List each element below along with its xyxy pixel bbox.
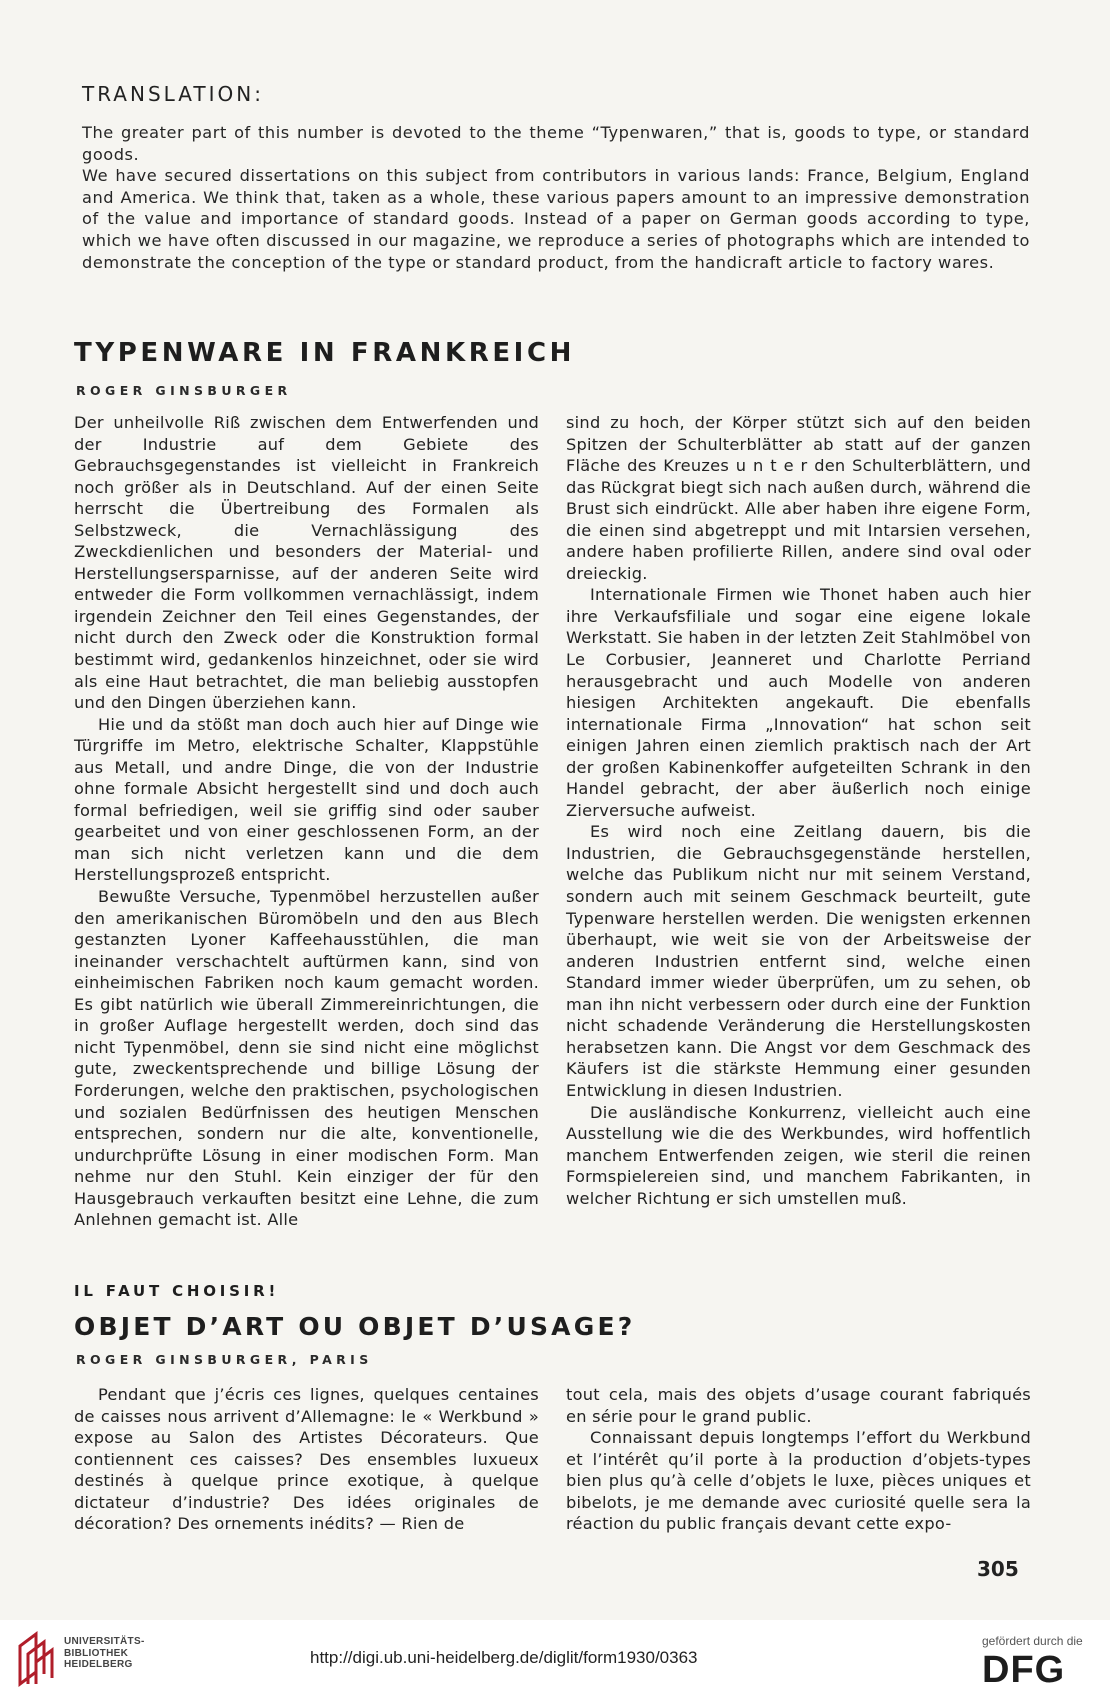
article-author: ROGER GINSBURGER, PARIS <box>76 1352 373 1367</box>
article-column-left <box>74 412 539 1231</box>
paragraph: Bewußte Versuche, Typenmöbel herzustellen außer den amerikanischen Büromöbeln und den aus Blech gestanzten Lyoner Kaffeehausstühlen, die man ineinander verschachtelt auftürmen kann, sind von einheimischen Fabriken noch kaum gemacht worden. Es gibt natürlich wie überall Zimmereinrichtungen, die in großer Auflage hergestellt werden, doch sind das nicht Typenmöbel, denn sie sind nicht eine möglichst gute, zweckentsprechende und billige Lösung der Forderungen, welche den praktischen, psychologischen und sozialen Bedürfnissen des heutigen Menschen entsprechen, sondern nur die alte, konventionelle, undurchprüfte Lösung in einer modischen Form. Man nehme nur den Stuhl. Kein einziger der für den Hausgebrauch verkauften besitzt eine Lehne, die zum Anlehnen gemacht ist. Alle <box>74 887 539 1230</box>
article-title: OBJET D’ART OU OBJET D’USAGE? <box>74 1312 636 1341</box>
library-logo-icon <box>14 1628 56 1692</box>
viewer-footer <box>0 1620 1110 1706</box>
article-column-left <box>74 1384 539 1535</box>
translation-paragraph: The greater part of this number is devoted to the theme “Typenwaren,” that is, goods to type, or standard goods. <box>82 123 1030 164</box>
paragraph: Hie und da stößt man doch auch hier auf Dinge wie Türgriffe im Metro, elektrische Schalter, Klappstühle aus Metall, und andre Dinge, die von der Industrie ohne formale Absicht hergestellt sind und doch auch formal befriedigen, weil sie griffig sind oder sauber gearbeitet und von einer geschlossenen Form, an der man sich nicht verletzen kann und die dem Herstellungsprozeß entspricht. <box>74 714 539 885</box>
paragraph: tout cela, mais des objets d’usage courant fabriqués en série pour le grand public. <box>566 1385 1031 1426</box>
translation-heading: TRANSLATION: <box>82 82 264 106</box>
paragraph: Connaissant depuis longtemps l’effort du Werkbund et l’intérêt qu’il porte à la production d’objets-types bien plus qu’à celle d’objets le luxe, pièces uniques et bibelots, je me demande avec curiosité quelle sera la réaction du public français devant cette expo- <box>566 1428 1031 1534</box>
page-number: 305 <box>977 1557 1019 1581</box>
article-column-right <box>566 1384 1031 1535</box>
article-title: TYPENWARE IN FRANKREICH <box>74 338 575 368</box>
article-author: ROGER GINSBURGER <box>76 383 292 398</box>
library-name: UNIVERSITÄTS- BIBLIOTHEK HEIDELBERG <box>64 1636 145 1670</box>
dfg-logo: DFG <box>982 1649 1066 1691</box>
paragraph: Pendant que j’écris ces lignes, quelques centaines de caisses nous arrivent d’Allemagne: le « Werkbund » expose au Salon des Artistes Décorateurs. Que contiennent ces caisses? Des ensembles luxueux destinés à quelque prince exotique, à quelque dictateur d’industrie? Des idées originales de décoration? Des ornements inédits? — Rien de <box>74 1385 539 1534</box>
paragraph: Internationale Firmen wie Thonet haben auch hier ihre Verkaufsfiliale und sogar eine eigene lokale Werkstatt. Sie haben in der letzten Zeit Stahlmöbel von Le Corbusier, Jeanneret und Charlotte Perriand herausgebracht und auch Modelle von anderen hiesigen Architekten angekauft. Die ebenfalls internationale Firma „Innovation“ hat schon seit einigen Jahren einen ziemlich praktisch nach der Art der großen Kabinenkoffer aufgeteilten Schrank in den Handel gebracht, der aber äußerlich noch einige Zierversuche aufweist. <box>566 585 1031 820</box>
article-kicker: IL FAUT CHOISIR! <box>74 1282 280 1300</box>
article-column-right <box>566 412 1031 1209</box>
translation-paragraph: We have secured dissertations on this subject from contributors in various lands: France, Belgium, England and America. We think that, taken as a whole, these various papers amount to an impressive demonstration of the value and importance of standard goods. Instead of a paper on German goods according to type, which we have often discussed in our magazine, we reproduce a series of photographs which are intended to demonstrate the conception of the type or standard product, from the handicraft article to factory wares. <box>82 166 1030 272</box>
paragraph: Der unheilvolle Riß zwischen dem Entwerfenden und der Industrie auf dem Gebiete des Gebrauchsgegenstandes ist vielleicht in Frankreich noch größer als in Deutschland. Auf der einen Seite herrscht die Übertreibung des Formalen als Selbstzweck, die Vernachlässigung des Zweckdienlichen und besonders der Material- und Herstellungsersparnisse, auf der anderen Seite wird entweder die Form vollkommen vernachlässigt, indem irgendein Zeichner den Teil eines Gegenstandes, der nicht durch den Zweck oder die Konstruktion formal bestimmt wird, gedankenlos hinzeichnet, oder sie wird als eine Haut betrachtet, die man beliebig ausstopfen und den Dingen überziehen kann. <box>74 413 539 713</box>
paragraph: Die ausländische Konkurrenz, vielleicht auch eine Ausstellung wie die des Werkbundes, wird hoffentlich manchem Entwerfenden zeigen, wie steril die reinen Formspielereien sind, und manchem Fabrikanten, in welcher Richtung er sich umstellen muß. <box>566 1102 1031 1208</box>
permalink-url[interactable]: http://digi.ub.uni-heidelberg.de/diglit/form1930/0363 <box>310 1648 698 1667</box>
translation-body <box>82 122 1030 273</box>
paragraph: sind zu hoch, der Körper stützt sich auf den beiden Spitzen der Schulterblätter ab statt auf der ganzen Fläche des Kreuzes u n t e r den Schulterblättern, und das Rückgrat biegt sich nach außen durch, während die Brust sich eindrückt. Alle aber haben ihre eigene Form, die einen sind abgetreppt und mit Intarsien versehen, andere haben profilierte Rillen, andere sind oval oder dreieckig. <box>566 413 1031 583</box>
funding-note: gefördert durch die <box>982 1634 1083 1648</box>
paragraph: Es wird noch eine Zeitlang dauern, bis die Industrien, die Gebrauchsgegenstände herstellen, welche das Publikum nicht nur mit seinem Verstand, sondern auch mit seinem Geschmack beurteilt, gute Typenware herstellen werden. Die wenigsten erkennen überhaupt, wie weit sie von der Arbeitsweise der anderen Industrien entfernt sind, welche einen Standard immer wieder überprüfen, um zu sehen, ob man ihn nicht verbessern oder durch eine der Funktion nicht schadende Veränderung die Herstellungskosten herabsetzen kann. Die Angst vor dem Geschmack des Käufers ist die stärkste Hemmung einer gesunden Entwicklung in diesen Industrien. <box>566 822 1031 1100</box>
